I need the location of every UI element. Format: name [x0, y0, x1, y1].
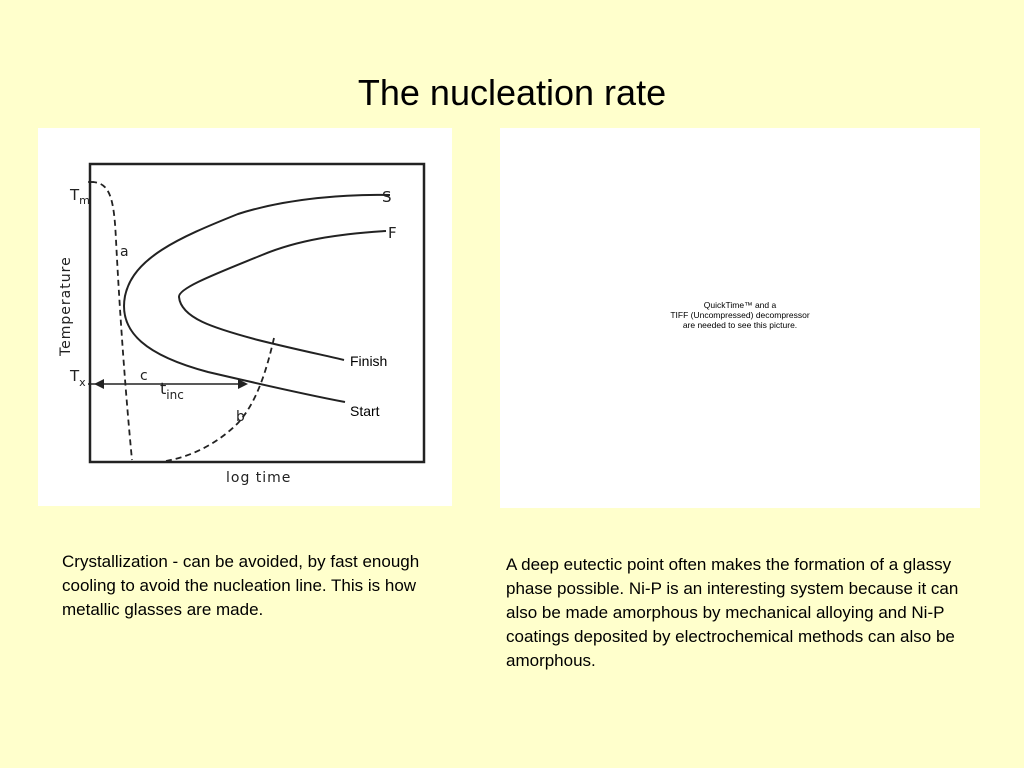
start-label: Start — [350, 403, 380, 419]
b-label: b — [236, 409, 245, 425]
log-time-axis-label: log time — [226, 470, 292, 486]
placeholder-line-1: QuickTime™ and a — [703, 300, 777, 310]
ttt-diagram-svg — [38, 128, 452, 506]
ttt-diagram — [38, 128, 452, 506]
placeholder-message — [500, 300, 980, 330]
temperature-axis-label: Temperature — [58, 256, 74, 356]
slide-title: The nucleation rate — [357, 72, 667, 113]
s-label: S — [382, 188, 392, 206]
placeholder-line-2: TIFF (Uncompressed) decompressor — [670, 310, 810, 320]
crystallization-text: Crystallization - can be avoided, by fast enough cooling to avoid the nucleation line. This is how metallic glasses are made. — [62, 552, 420, 619]
finish-label: Finish — [350, 353, 388, 369]
finish-curve — [179, 231, 386, 360]
tm-label: $T_m$ — [70, 186, 90, 207]
f-label: F — [388, 224, 397, 242]
eutectic-text: A deep eutectic point often makes the formation of a glassy phase possible. Ni-P is an interesting system because it can also be made amorphous by mechanical alloying and Ni-P coatings deposited by electrochemical methods can also be amorphous. — [506, 555, 959, 670]
placeholder-line-3: are needed to see this picture. — [682, 320, 798, 330]
c-label: c — [140, 368, 148, 384]
a-label: a — [120, 244, 129, 260]
tinc-label: $t_{inc}$ — [160, 379, 184, 402]
quicktime-placeholder — [500, 128, 980, 508]
tinc-arrow-left-head — [94, 379, 104, 389]
start-curve — [124, 195, 390, 402]
tx-label: $T_x$ — [70, 367, 86, 389]
